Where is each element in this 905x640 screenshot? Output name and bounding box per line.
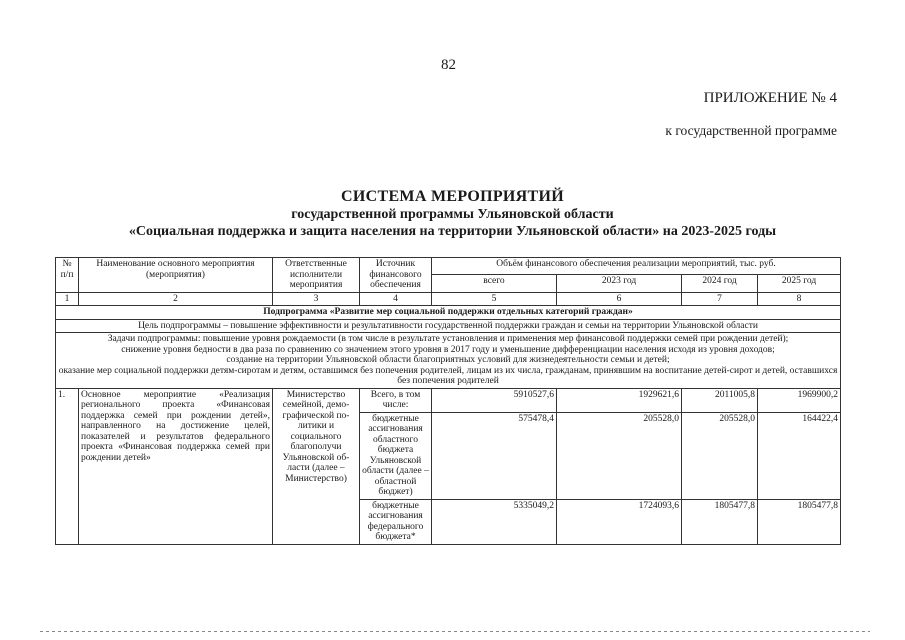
- column-number: 2: [79, 292, 273, 306]
- amount-2024: 205528,0: [682, 412, 758, 499]
- task-line: Задачи подпрограммы: повышение уровня рождаемости (в том числе в результате установления и применения мер финансовой поддержки семей при рождении детей);: [107, 334, 789, 344]
- amount-total: 5335049,2: [432, 499, 557, 544]
- header-volume: Объём финансового обеспечения реализации мероприятий, тыс. руб.: [432, 258, 841, 275]
- amount-2024: 1805477,8: [682, 499, 758, 544]
- amount-2023: 1929621,6: [557, 388, 682, 412]
- amount-2025: 164422,4: [758, 412, 841, 499]
- measures-table: [55, 257, 841, 545]
- header-source: Источник финансового обеспечения: [360, 258, 432, 293]
- amount-2024: 2011005,8: [682, 388, 758, 412]
- column-number: 5: [432, 292, 557, 306]
- subprogram-goal: Цель подпрограммы – повышение эффективности и результативности государственной поддержки граждан и семьи на территории Ульяновской области: [56, 319, 841, 333]
- row-number: 1.: [56, 388, 79, 544]
- header-2023: 2023 год: [557, 275, 682, 292]
- amount-2023: 205528,0: [557, 412, 682, 499]
- table-header-row: [56, 258, 841, 275]
- subprogram-title: Подпрограмма «Развитие мер социальной поддержки отдельных категорий граждан»: [56, 306, 841, 320]
- task-line: снижение уровня бедности в два раза по сравнению со значением этого уровня в 2017 году и уменьшение дифференциации населения исходя из уровня доходов;: [121, 344, 775, 355]
- tasks-row: [56, 333, 841, 389]
- measure-name: Основное мероприятие «Реализация регионального проекта «Финансовая поддержка семей при рождении детей», направленного на достижение целей, показателей и результатов федерального проекта «Финансовая поддержка семей при рождении детей»: [79, 388, 273, 544]
- appendix-title: ПРИЛОЖЕНИЕ № 4: [703, 90, 837, 106]
- column-numbers-row: [56, 292, 841, 306]
- page-number: 82: [441, 57, 456, 73]
- header-2025: 2025 год: [758, 275, 841, 292]
- funding-source: бюджетные ассигнования областного бюджета Ульяновской области (далее – областной бюджет): [360, 412, 432, 499]
- column-number: 3: [273, 292, 360, 306]
- header-num: № п/п: [56, 258, 79, 293]
- table-row: [56, 388, 841, 412]
- subprogram-tasks: [56, 333, 841, 389]
- header-name: Наименование основного мероприятия (мероприятия): [79, 258, 273, 293]
- column-number: 6: [557, 292, 682, 306]
- column-number: 8: [758, 292, 841, 306]
- funding-source: Всего, в том числе:: [360, 388, 432, 412]
- header-executors: Ответственные исполнители мероприятия: [273, 258, 360, 293]
- header-total: всего: [432, 275, 557, 292]
- task-line: создание на территории Ульяновской области благоприятных условий для жизнедеятельности семьи и детей;: [226, 355, 670, 365]
- header-2024: 2024 год: [682, 275, 758, 292]
- task-line: оказание мер социальной поддержки детям-сиротам и детям, оставшимся без попечения родителей, лицам из их числа, гражданам, принявшим на воспитание детей-сирот и детей, оставшихся без попечения родителей: [58, 365, 838, 386]
- program-name: «Социальная поддержка и защита населения на территории Ульяновской области» на 2023-2025 годы: [128, 224, 777, 239]
- document-subtitle: государственной программы Ульяновской области: [291, 207, 614, 222]
- funding-source: бюджетные ассигнования федерального бюджета*: [360, 499, 432, 544]
- amount-total: 575478,4: [432, 412, 557, 499]
- amount-2025: 1805477,8: [758, 499, 841, 544]
- amount-total: 5910527,6: [432, 388, 557, 412]
- goal-row: [56, 319, 841, 333]
- subprogram-row: [56, 306, 841, 320]
- column-number: 1: [56, 292, 79, 306]
- measure-executor: Министерство семейной, демо-графической по-литики и социального благополучи Ульяновской об-ласти (далее – Министерство): [273, 388, 360, 544]
- document-title: СИСТЕМА МЕРОПРИЯТИЙ: [341, 188, 564, 205]
- appendix-subtitle: к государственной программе: [665, 123, 837, 138]
- amount-2025: 1969900,2: [758, 388, 841, 412]
- scan-edge-artifact: [40, 631, 870, 632]
- column-number: 7: [682, 292, 758, 306]
- amount-2023: 1724093,6: [557, 499, 682, 544]
- column-number: 4: [360, 292, 432, 306]
